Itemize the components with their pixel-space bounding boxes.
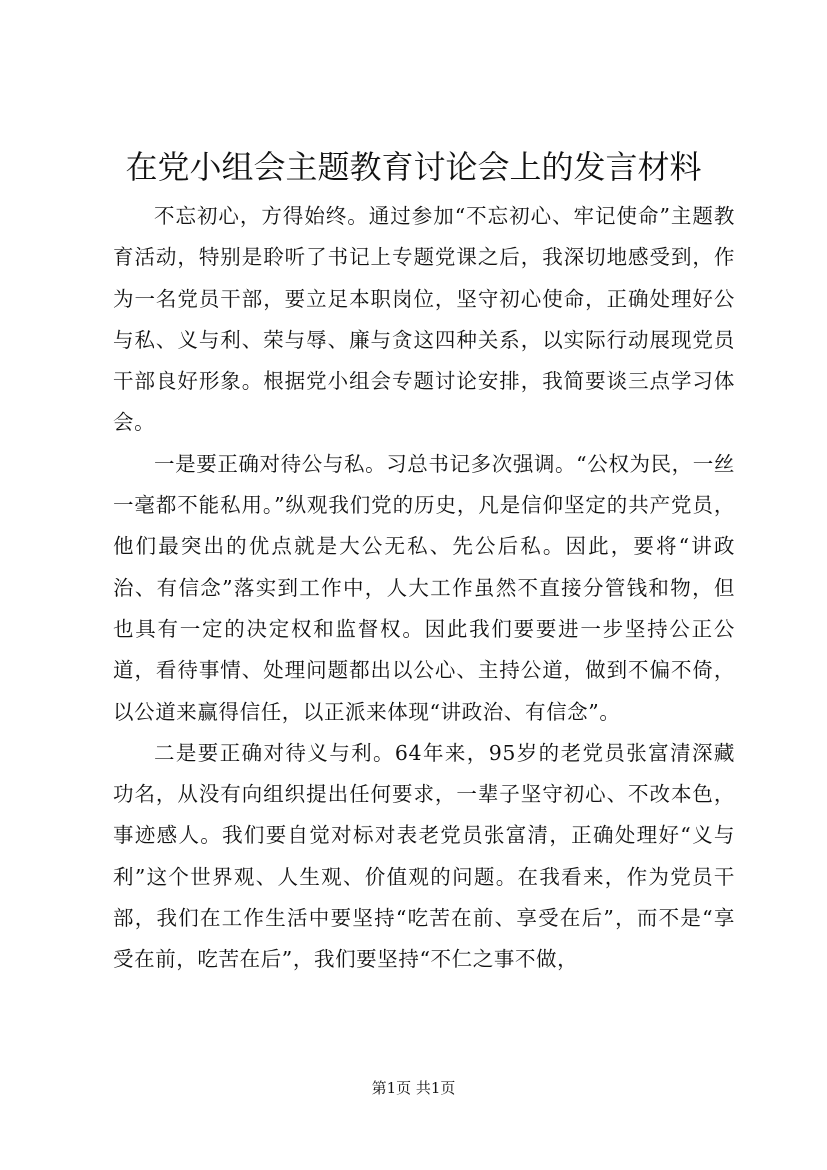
paragraph-intro: 不忘初心，方得始终。通过参加“不忘初心、牢记使命”主题教育活动，特别是聆听了书记上专题党课之后，我深切地感受到，作为一名党员干部，要立足本职岗位，坚守初心使命，正确处理好公与私、义与利、荣与辱、廉与贪这四种关系，以实际行动展现党员干部良好形象。根据党小组会专题讨论安排，我简要谈三点学习体会。 [113, 204, 735, 435]
document-title: 在党小组会主题教育讨论会上的发言材料 [125, 148, 702, 186]
paragraph-righteousness-profit: 二是要正确对待义与利。64年来，95岁的老党员张富清深藏功名，从没有向组织提出任何要求，一辈子坚守初心、不改本色，事迹感人。我们要自觉对标对表老党员张富清，正确处理好“义与利”这个世界观、人生观、价值观的问题。在我看来，作为党员干部，我们在工作生活中要坚持“吃苦在前、享受在后”，而不是“享受在前，吃苦在后”，我们要坚持“不仁之事不做， [113, 740, 735, 972]
paragraph-public-private: 一是要正确对待公与私。习总书记多次强调。“公权为民，一丝一毫都不能私用。”纵观我们党的历史，凡是信仰坚定的共产党员，他们最突出的优点就是大公无私、先公后私。因此，要将“讲政治、有信念”落实到工作中，人大工作虽然不直接分管钱和物，但也具有一定的决定权和监督权。因此我们要要进一步坚持公正公道，看待事情、处理问题都出以公心、主持公道，做到不偏不倚，以公道来赢得信任，以正派来体现“讲政治、有信念”。 [113, 451, 735, 724]
page-footer: 第1页 共1页 [371, 1079, 456, 1097]
document-body [113, 196, 735, 981]
